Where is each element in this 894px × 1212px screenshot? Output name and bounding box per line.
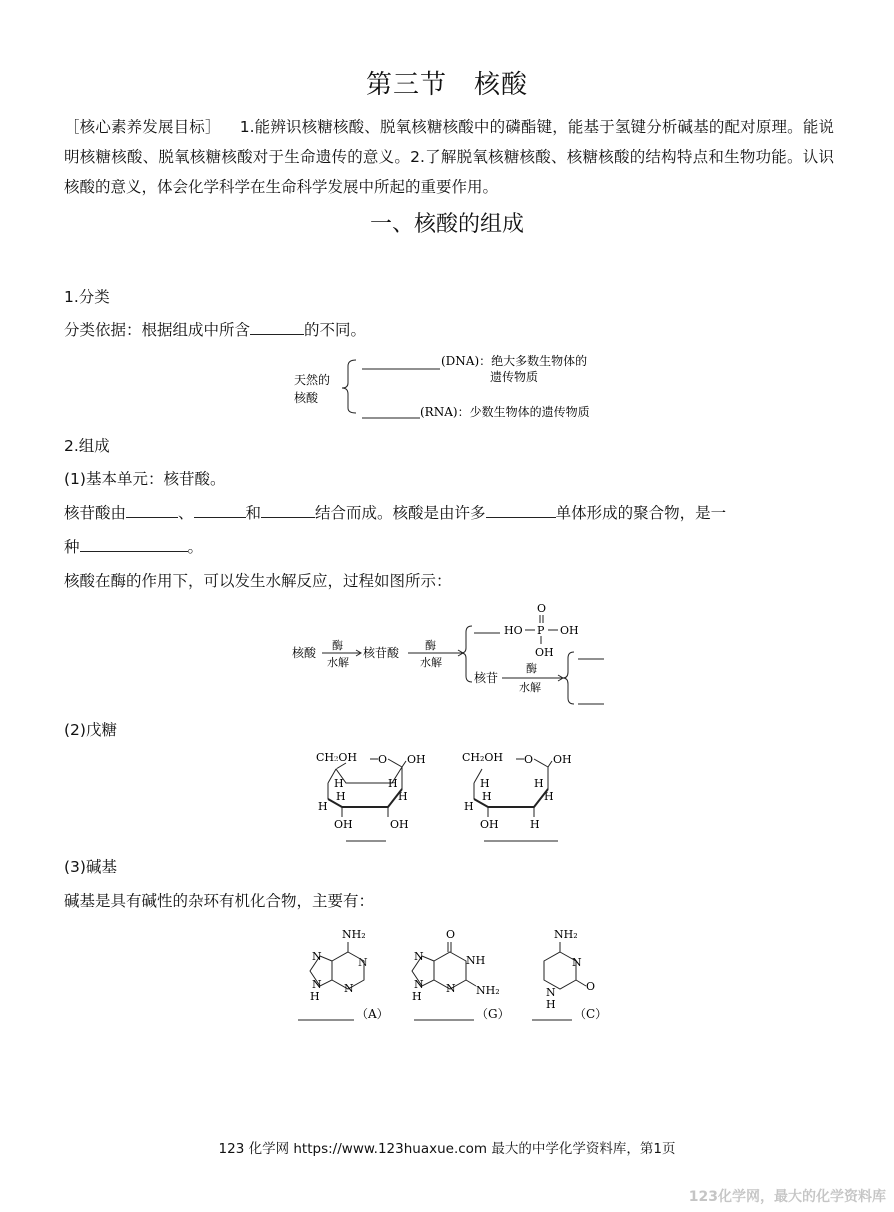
bases-structures [292, 920, 622, 1030]
diagram-root-line2: 核酸 [294, 391, 319, 405]
c4-h: H [464, 800, 474, 813]
composition-sentence-cont [64, 535, 203, 557]
ring-n: N [358, 956, 368, 969]
c3-h: H [336, 790, 346, 803]
c4-h-top: H [334, 777, 344, 790]
c3-oh: OH [334, 818, 353, 831]
diagram-dna-text2: 遗传物质 [490, 370, 539, 384]
adenine-structure [298, 928, 389, 1021]
phosphate-oh-right: OH [560, 624, 579, 637]
classify-basis-after: 的不同。 [304, 321, 367, 339]
bases-description: 碱基是具有碱性的杂环有机化合物，主要有： [64, 892, 375, 910]
classification-diagram [286, 350, 616, 425]
c3-oh: OH [480, 818, 499, 831]
page-title: 第三节 核酸 [365, 70, 528, 100]
sentence-part1: 核苷酸由 [64, 504, 127, 522]
blank-line [126, 503, 178, 518]
base-label-a: （A） [356, 1007, 389, 1021]
c1-oh: OH [407, 753, 426, 766]
deoxyribose-structure [462, 751, 572, 841]
ribose-structure [316, 751, 426, 841]
blank-line [250, 320, 304, 335]
bond [402, 761, 406, 767]
hydrolysis-text: 核酸在酶的作用下，可以发生水解反应，过程如图所示： [64, 572, 452, 590]
phosphate-p: P [537, 624, 545, 637]
c4-h-top: H [480, 777, 490, 790]
c1-h: H [544, 790, 554, 803]
ring-n: N [414, 950, 424, 963]
ring-n: N [344, 982, 354, 995]
nh2-label: NH₂ [342, 928, 366, 941]
composition-sentence [64, 501, 834, 523]
scheme-nucleotide: 核苷酸 [363, 646, 400, 660]
ring-nh: NH [466, 954, 486, 967]
scheme-brace-2 [563, 652, 574, 704]
nh2-label: NH₂ [554, 928, 578, 941]
base-label-c: （C） [574, 1007, 608, 1021]
bases-heading: (3)碱基 [64, 858, 117, 876]
nh2-label: NH₂ [476, 984, 500, 997]
diagram-rna-text: (RNA)：少数生物体的遗传物质 [420, 405, 590, 419]
bond [548, 761, 552, 767]
sentence-part4: 种 [64, 538, 80, 556]
sentence-sep1: 、 [178, 504, 194, 522]
classify-basis [64, 318, 366, 340]
scheme-hydrolysis-3: 水解 [519, 681, 541, 694]
section-title: 一、核酸的组成 [369, 212, 524, 237]
ring-h: H [412, 990, 422, 1003]
phosphate-oh-bottom: OH [535, 646, 554, 659]
blank-line [80, 537, 188, 552]
page-footer: 123 化学网 https://www.123huaxue.com 最大的中学化学资料库，第1页 [218, 1141, 676, 1157]
phosphate-o: O [537, 602, 547, 615]
c2-h: H [388, 777, 398, 790]
bond [466, 980, 476, 986]
objectives-label: ［核心素养发展目标］ [64, 118, 221, 136]
scheme-nucleic-acid: 核酸 [292, 646, 317, 660]
ring-n: N [312, 978, 322, 991]
scheme-enzyme-1: 酶 [332, 639, 343, 652]
sentence-sep2: 和 [245, 504, 262, 522]
c1-oh: OH [553, 753, 572, 766]
ring-oxygen: O [378, 753, 388, 766]
ch2oh-label: CH₂OH [316, 751, 358, 764]
objectives-paragraph [64, 112, 834, 202]
diagram-root-line1: 天然的 [294, 373, 331, 387]
diagram-dna-text: (DNA)：绝大多数生物体的 [441, 354, 588, 368]
ring-n: N [414, 978, 424, 991]
objectives-text: 1.能辨识核糖核酸、脱氧核糖核酸中的磷酯键，能基于氢键分析碱基的配对原理。能说明核糖核酸、脱氧核糖核酸对于生命遗传的意义。2.了解脱氧核糖核酸、核糖核酸的结构特点和生物功能。认识核酸的意义，体会化学科学在生命科学发展中所起的重要作用。 [64, 118, 834, 196]
scheme-enzyme-3: 酶 [526, 662, 537, 675]
c2-h-bottom: H [530, 818, 540, 831]
carbonyl-o: O [586, 980, 596, 993]
classify-heading: 1.分类 [64, 288, 110, 306]
scheme-hydrolysis-2: 水解 [420, 656, 442, 669]
composition-unit: (1)基本单元：核苷酸。 [64, 470, 226, 488]
composition-heading: 2.组成 [64, 437, 110, 455]
scheme-nucleoside: 核苷 [474, 671, 499, 685]
c4-h: H [318, 800, 328, 813]
diagram-brace [342, 360, 356, 413]
phosphate-ho: HO [504, 624, 523, 637]
hydrolysis-scheme [290, 600, 620, 710]
classify-basis-before: 分类依据：根据组成中所含 [64, 321, 251, 339]
scheme-enzyme-2: 酶 [425, 639, 436, 652]
ring-oxygen: O [524, 753, 534, 766]
base-label-g: （G） [476, 1007, 510, 1021]
carbonyl-o: O [446, 928, 456, 941]
ring-h: H [546, 998, 556, 1011]
c2-oh: OH [390, 818, 409, 831]
ring-n: N [446, 982, 456, 995]
guanine-structure [412, 928, 510, 1021]
scheme-brace-1 [461, 626, 472, 682]
sentence-part2: 结合而成。核酸是由许多 [315, 504, 486, 522]
blank-line [261, 503, 315, 518]
ring-h: H [310, 990, 320, 1003]
c2-h: H [534, 777, 544, 790]
watermark: 123化学网，最大的化学资料库 [688, 1189, 886, 1205]
c1-h: H [398, 790, 408, 803]
ring-n: N [572, 956, 582, 969]
cytosine-structure [532, 928, 607, 1021]
sentence-end: 。 [187, 538, 204, 556]
pentose-structures [310, 745, 600, 845]
bond [576, 980, 586, 986]
ring-n: N [312, 950, 322, 963]
blank-line [486, 503, 556, 518]
blank-line [194, 503, 246, 518]
sentence-part3: 单体形成的聚合物，是一 [555, 504, 727, 522]
ch2oh-label: CH₂OH [462, 751, 504, 764]
scheme-hydrolysis-1: 水解 [327, 656, 349, 669]
pentose-heading: (2)戊糖 [64, 721, 117, 739]
c3-h: H [482, 790, 492, 803]
ring-nh: N [546, 986, 556, 999]
